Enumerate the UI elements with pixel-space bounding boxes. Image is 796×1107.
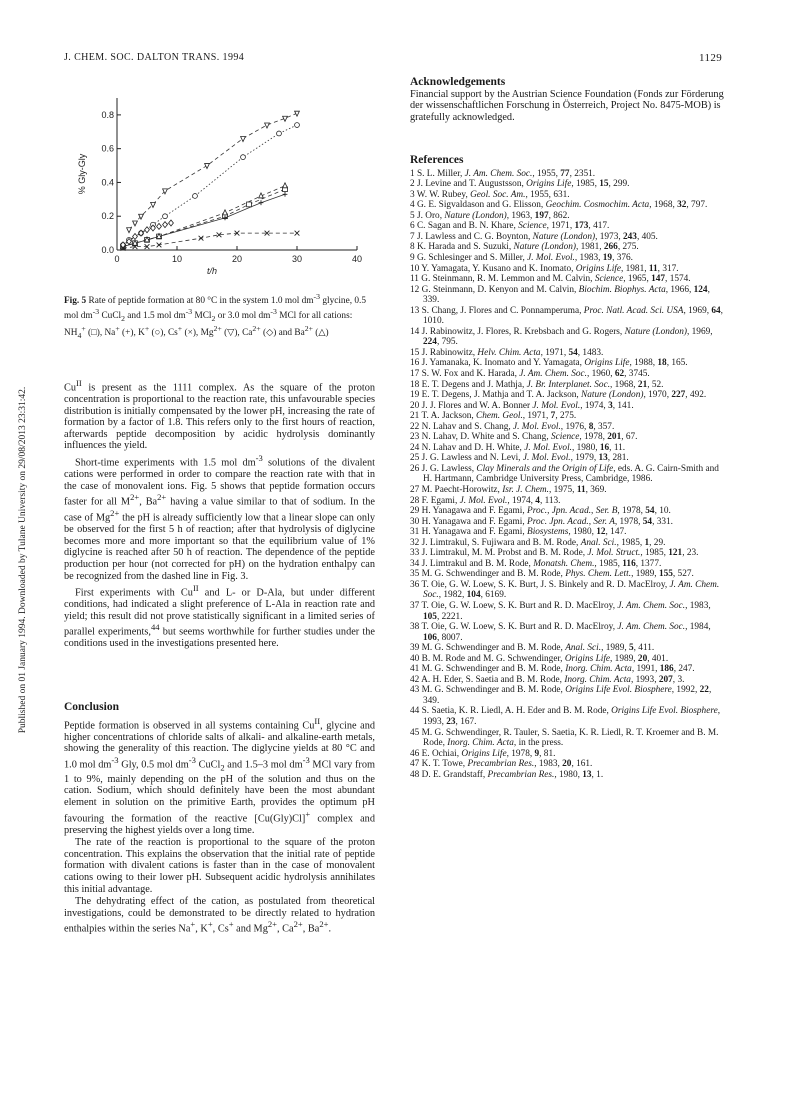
data-point-circle xyxy=(241,155,246,160)
data-point-plus xyxy=(283,192,288,197)
reference-item: 38 T. Oie, G. W. Loew, S. K. Burt and R. D. MacElroy, J. Am. Chem. Soc., 1984, 106, 8007. xyxy=(410,622,711,643)
reference-item: 25 J. G. Lawless and N. Levi, J. Mol. Evol., 1979, 13, 281. xyxy=(410,453,629,464)
y-axis-label: % Gly-Gly xyxy=(77,153,87,195)
reference-item: 11 G. Steinmann, R. M. Lemmon and M. Calvin, Science, 1965, 147, 1574. xyxy=(410,274,691,285)
conclusion-paragraphs xyxy=(64,716,375,936)
reference-item: 20 J. J. Flores and W. A. Bonner J. Mol. Evol., 1974, 3, 141. xyxy=(410,400,634,411)
reference-list xyxy=(410,169,728,781)
data-point-square xyxy=(247,202,252,207)
references-section xyxy=(410,155,728,780)
data-point-cross xyxy=(295,231,300,236)
reference-item: 48 D. E. Grandstaff, Precambrian Res., 1980, 13, 1. xyxy=(410,769,604,780)
reference-item: 43 M. G. Schwendinger and B. M. Rode, Origins Life Evol. Biosphere, 1992, 22, 349. xyxy=(410,685,712,706)
data-point-triangle-down xyxy=(133,221,138,226)
reference-item: 1 S. L. Miller, J. Am. Chem. Soc., 1955, 77, 2351. xyxy=(410,168,596,179)
reference-item: 29 H. Yanagawa and F. Egami, Proc., Jpn. Acad., Ser. B, 1978, 54, 10. xyxy=(410,506,671,517)
paragraph: Short-time experiments with 1.5 mol $dm^{-3}$ solutions of the divalent cations were performed in order to compare the reaction rate with that in the case of monovalent ions. Fig. 5 shows that peptide formation occurs faster for all $M^{2+}$, $Ba^{2+}$ having a value similar to that of sodium. In the case of $Mg^{2+}$ the pH is already sufficiently low that a linear slope can only be observed for the first 5 h of reaction; after that hydrolysis of diglycine becomes more and more important so that the equilibrium value of 1% diglycine is reached after 50 h of reaction. The dependence of the peptide production per hour (not corrected for pH) on the hydration enthalpy can be recognized from the dashed line in Fig. 3. xyxy=(64,452,376,582)
x-tick-label: 0 xyxy=(114,254,120,264)
reference-item: 17 S. W. Fox and K. Harada, J. Am. Chem. Soc., 1960, 62, 3745. xyxy=(410,368,650,379)
data-point-diamond xyxy=(145,227,150,233)
y-tick-label: 0.2 xyxy=(101,211,114,222)
page-number: 1129 xyxy=(699,52,723,64)
acknowledgements-section xyxy=(410,77,728,123)
y-tick-label: 0.6 xyxy=(101,143,114,154)
reference-item: 19 E. T. Degens, J. Mathja and T. A. Jackson, Nature (London), 1970, 227, 492. xyxy=(410,390,707,401)
x-tick-label: 20 xyxy=(231,254,243,264)
reference-item: 27 M. Paecht-Horowitz, Isr. J. Chem., 1975, 11, 369. xyxy=(410,485,607,495)
reference-item: 47 K. T. Towe, Precambrian Res., 1983, 20, 161. xyxy=(410,759,593,770)
reference-item: 45 M. G. Schwendinger, R. Tauler, S. Saetia, K. R. Liedl, R. T. Kroemer and B. M. Rode, Inorg. Chim. Acta, in the press. xyxy=(410,727,719,749)
reference-item: 12 G. Steinmann, D. Kenyon and M. Calvin, Biochim. Biophys. Acta, 1966, 124, 339. xyxy=(410,284,710,306)
reference-item: 16 J. Yamanaka, K. Inomato and Y. Yamagata, Origins Life, 1988, 18, 165. xyxy=(410,358,688,369)
data-point-triangle-down xyxy=(241,137,246,142)
series-line xyxy=(123,125,297,245)
reference-item: 32 J. Limtrakul, S. Fujiwara and B. M. Rode, Anal. Sci., 1985, 1, 29. xyxy=(410,537,666,548)
reference-item: 5 J. Oro, Nature (London), 1963, 197, 862. xyxy=(410,210,570,221)
acknowledgements-text: Financial support by the Austrian Science Foundation (Fonds zur Förderung der wissenschaftlichen Forschung in Österreich, Project No. 8475-MOB) is gratefully acknowledged. xyxy=(410,88,724,123)
reference-item: 34 J. Limtrakul and B. M. Rode, Monatsh. Chem., 1985, 116, 1377. xyxy=(410,558,662,569)
reference-item: 14 J. Rabinowitz, J. Flores, R. Krebsbach and G. Rogers, Nature (London), 1969, 224, 795. xyxy=(410,326,713,348)
reference-item: 22 N. Lahav and S. Chang, J. Mol. Evol., 1976, 8, 357. xyxy=(410,421,615,432)
data-point-triangle-down xyxy=(151,202,156,207)
reference-item: 23 N. Lahav, D. White and S. Chang, Science, 1978, 201, 67. xyxy=(410,432,638,443)
reference-item: 6 C. Sagan and B. N. Khare, Science, 1971, 173, 417. xyxy=(410,221,610,232)
reference-item: 8 K. Harada and S. Suzuki, Nature (London), 1981, 266, 275. xyxy=(410,242,639,253)
data-point-triangle-down xyxy=(205,164,210,169)
data-point-diamond xyxy=(169,220,174,226)
reference-item: 26 J. G. Lawless, Clay Minerals and the Origin of Life, eds. A. G. Cairn-Smith and H. Hartmann, Cambridge University Press, Cambridge, 1986. xyxy=(410,463,719,485)
x-tick-label: 30 xyxy=(291,254,303,264)
data-point-circle xyxy=(277,131,282,136)
reference-item: 36 T. Oie, G. W. Loew, S. K. Burt, J. S. Binkely and R. D. MacElroy, J. Am. Chem. Soc., 1982, 104, 6169. xyxy=(410,579,720,601)
data-point-circle xyxy=(163,214,168,219)
data-point-circle xyxy=(193,194,198,199)
x-axis-label: t/h xyxy=(207,266,218,276)
reference-item: 24 N. Lahav and D. H. White, J. Mol. Evol., 1980, 16, 11. xyxy=(410,442,626,453)
reference-item: 10 Y. Yamagata, Y. Kusano and K. Inomato, Origins Life, 1981, 11, 317. xyxy=(410,263,679,274)
download-watermark-text: Published on 01 January 1994. Downloaded by Tulane University on 29/08/2013 23:31:42. xyxy=(18,386,28,734)
x-tick-label: 10 xyxy=(171,254,183,264)
data-point-circle xyxy=(295,123,300,128)
reference-item: 39 M. G. Schwendinger and B. M. Rode, Anal. Sci., 1989, 5, 411. xyxy=(410,643,655,654)
paragraph: The rate of the reaction is proportional to the square of the proton concentration. This explains the observation that the initial rate of peptide formation with divalent cations is faster than in the case of monovalent cations owing to their lower pH. Subsequent acidic hydrolysis annihilates this initial advantage. xyxy=(64,837,375,895)
reference-item: 42 A. H. Eder, S. Saetia and B. M. Rode, Inorg. Chim. Acta, 1993, 207, 3. xyxy=(410,674,685,685)
y-tick-label: 0.4 xyxy=(101,177,114,188)
y-tick-label: 0.8 xyxy=(101,109,114,120)
x-tick-label: 40 xyxy=(351,254,363,264)
paragraph: $Cu^{II}$ is present as the 1111 complex. As the square of the proton concentration is proportional to the reaction rate, this unfavourable species distribution is initially compensated by the lower pH, increasing the rate of formation by a factor of 1.8. This refers only to the first hours of reaction, afterwards peptide decomposition by acidic hydrolysis dominantly influences the yield. xyxy=(64,378,375,452)
reference-item: 7 J. Lawless and C. G. Boynton, Nature (London), 1973, 243, 405. xyxy=(410,231,658,242)
reference-item: 33 J. Limtrakul, M. M. Probst and B. M. Rode, J. Mol. Struct., 1985, 121, 23. xyxy=(410,548,699,559)
data-point-triangle-down xyxy=(127,228,132,233)
paragraph: Peptide formation is observed in all systems containing $Cu^{II}$, glycine and higher concentrations of chloride salts of alkali- and alkaline-earth metals, showing the generality of this reaction. The diglycine yields at 80 °C and 1.0 mol $dm^{-3}$ Gly, 0.5 mol $dm^{-3}$ CuCl$_2$ and 1.5–3 mol $dm^{-3}$ MCl vary from 1 to 9%, mainly depending on the pH of the solution and thus on the cation. Sodium, which should definitely have been the most abundant element in solution on the primitive Earth, provides the optimum pH favouring the formation of the reactive [Cu(Gly)Cl]+ complex and preserving the highest yields over a long time. xyxy=(64,715,376,836)
data-point-plus xyxy=(259,200,264,205)
left-column-body xyxy=(64,378,375,651)
conclusion-heading: Conclusion xyxy=(64,701,119,713)
series-line xyxy=(129,113,297,230)
figure-5-caption: Fig. 5 Rate of peptide formation at 80 °C in the system 1.0 mol $dm^{-3}$ glycine, 0.5 mol $dm^{-3}$ CuCl$_2$ and 1.5 mol $dm^{-3}$ MCl$_2$ or 3.0 mol $dm^{-3}$ MCl for all cations: $NH_4^+$ (□), Na+ (+), K+ (○), Cs+ (×), $Mg^{2+}$ (▽), $Ca^{2+}$ (◇) and $Ba^{2+}$ (△) xyxy=(64,292,366,340)
references-heading: References xyxy=(410,154,464,166)
data-point-triangle-up xyxy=(223,210,228,215)
reference-item: 44 S. Saetia, K. R. Liedl, A. H. Eder and B. M. Rode, Origins Life Evol. Biosphere, 1993, 23, 167. xyxy=(410,706,721,728)
data-point-triangle-up xyxy=(283,183,288,188)
data-point-triangle-down xyxy=(265,123,270,128)
reference-item: 15 J. Rabinowitz, Helv. Chim. Acta, 1971, 54, 1483. xyxy=(410,347,604,358)
body-paragraphs xyxy=(64,378,375,650)
reference-item: 18 E. T. Degens and J. Mathja, J. Br. Interplanet. Soc., 1968, 21, 52. xyxy=(410,379,664,390)
reference-item: 9 G. Schlesinger and S. Miller, J. Mol. Evol., 1983, 19, 376. xyxy=(410,252,633,263)
journal-running-head: J. CHEM. SOC. DALTON TRANS. 1994 xyxy=(64,52,245,63)
reference-item: 3 W. W. Rubey, Geol. Soc. Am., 1955, 631. xyxy=(410,189,570,200)
reference-item: 13 S. Chang, J. Flores and C. Ponnamperuma, Proc. Natl. Acad. Sci. USA, 1969, 64, 1010. xyxy=(410,305,723,327)
reference-item: 21 T. A. Jackson, Chem. Geol., 1971, 7, 275. xyxy=(410,411,577,422)
reference-item: 30 H. Yanagawa and F. Egami, Proc. Jpn. Acad., Ser. A, 1978, 54, 331. xyxy=(410,516,673,527)
y-tick-label: 0.0 xyxy=(101,245,114,255)
conclusion-section xyxy=(64,702,375,936)
reference-item: 2 J. Levine and T. Augustsson, Origins Life, 1985, 15, 299. xyxy=(410,179,630,190)
reference-item: 40 B. M. Rode and M. G. Schwendinger, Origins Life, 1989, 20, 401. xyxy=(410,653,669,664)
data-point-diamond xyxy=(133,233,138,239)
reference-item: 31 H. Yanagawa and F. Egami, Biosystems, 1980, 12, 147. xyxy=(410,527,627,538)
acknowledgements-heading: Acknowledgements xyxy=(410,76,506,88)
reference-item: 4 G. E. Sigvaldason and G. Elisson, Geochim. Cosmochim. Acta, 1968, 32, 797. xyxy=(410,200,708,211)
reference-item: 35 M. G. Schwendinger and B. M. Rode, Phys. Chem. Lett., 1989, 155, 527. xyxy=(410,569,694,580)
download-watermark xyxy=(6,40,28,1080)
reference-item: 41 M. G. Schwendinger and B. M. Rode, Inorg. Chim. Acta, 1991, 186, 247. xyxy=(410,664,695,675)
reference-item: 37 T. Oie, G. W. Loew, S. K. Burt and R. D. MacElroy, J. Am. Chem. Soc., 1983, 105, 2221. xyxy=(410,601,711,622)
figure-5-chart xyxy=(62,90,382,285)
reference-item: 46 E. Ochiai, Origins Life, 1978, 9, 81. xyxy=(410,748,556,759)
paragraph: The dehydrating effect of the cation, as postulated from theoretical investigations, could be demonstrated to be directly related to hydration enthalpies within the series Na+, K+, Cs+ and $Mg^{2+}$, $Ca^{2+}$, $Ba^{2+}$. xyxy=(64,896,375,935)
data-point-diamond xyxy=(163,222,168,228)
paragraph: First experiments with $Cu^{II}$ and L- or D-Ala, but under different conditions, had indicated a slight preference of L-Ala in reaction rate and yield; this result did not prove statistically significant in a limited series of parallel experiments,$^{44}$ but seems worthwhile for further studies under the conditions used in the investigations presented here. xyxy=(64,583,375,650)
reference-item: 28 F. Egami, J. Mol. Evol., 1974, 4, 113. xyxy=(410,495,561,506)
data-point-diamond xyxy=(157,223,162,229)
